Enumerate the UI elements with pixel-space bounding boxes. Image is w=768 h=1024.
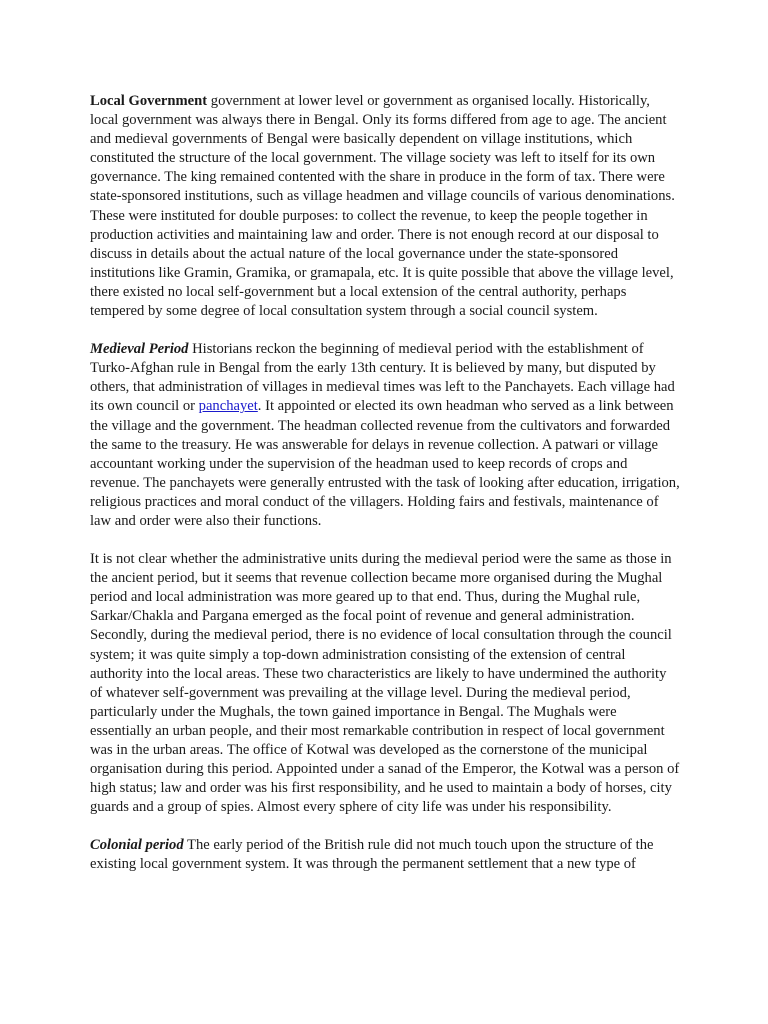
- paragraph-text: Historians reckon the beginning of medieval period with the establishment of Turko-Afghan rule in Bengal from the early 13th century. It is believed by many, but disputed by others, that administration of villages in medieval times was left to the Panchayets. Each village had its own council or: [90, 341, 675, 415]
- paragraph-medieval-administration: [90, 550, 680, 817]
- document-page: [90, 92, 680, 894]
- paragraph-text: . It appointed or elected its own headman who served as a link between the village and the government. The headman collected revenue from the cultivators and forwarded the same to the treasury. He was answerable for delays in revenue collection. A patwari or village accountant working under the supervision of the headman used to keep records of crops and revenue. The panchayets were generally entrusted with the task of looking after education, irrigation, religious practices and moral conduct of the villagers. Holding fairs and festivals, maintenance of law and order were also their functions.: [90, 398, 680, 529]
- heading-medieval-period: Medieval Period: [90, 341, 189, 358]
- paragraph-text: The early period of the British rule did not much touch upon the structure of the existing local government system. It was through the permanent settlement that a new type of: [90, 837, 654, 873]
- paragraph-medieval-period: [90, 340, 680, 531]
- paragraph-text: It is not clear whether the administrative units during the medieval period were the same as those in the ancient period, but it seems that revenue collection became more organised during the Mughal period and local administration was more geared up to that end. Thus, during the Mughal rule, Sarkar/Chakla and Pargana emerged as the focal point of revenue and general administration. Secondly, during the medieval period, there is no evidence of local consultation through the council system; it was quite simply a top-down administration consisting of the extension of central authority into the local areas. These two characteristics are likely to have undermined the authority of whatever self-government was prevailing at the village level. During the medieval period, particularly under the Mughals, the town gained importance in Bengal. The Mughals were essentially an urban people, and their most remarkable contribution in respect of local government was in the urban areas. The office of Kotwal was developed as the cornerstone of the municipal organisation during this period. Appointed under a sanad of the Emperor, the Kotwal was a person of high status; law and order was his first responsibility, and he used to maintain a body of horses, city guards and a group of spies. Almost every sphere of city life was under his responsibility.: [90, 551, 680, 816]
- heading-local-government: Local Government: [90, 93, 208, 109]
- heading-colonial-period: Colonial period: [90, 837, 184, 854]
- paragraph-local-government: [90, 92, 680, 321]
- panchayet-link[interactable]: panchayet: [198, 398, 258, 415]
- paragraph-colonial-period: [90, 836, 680, 874]
- paragraph-text: government at lower level or government as organised locally. Historically, local government was always there in Bengal. Only its forms differed from age to age. The ancient and medieval governments of Bengal were basically dependent on village institutions, which constituted the structure of the local government. The village society was left to itself for its own governance. The king remained contented with the share in produce in the form of tax. There were state-sponsored institutions, such as village headmen and village councils of various denominations. These were instituted for double purposes: to collect the revenue, to keep the people together in production activities and maintaining law and order. There is not enough record at our disposal to discuss in details about the actual nature of the local governance under the state-sponsored institutions like Gramin, Gramika, or gramapala, etc. It is quite possible that above the village level, there existed no local self-government but a local extension of the central authority, perhaps tempered by some degree of local consultation system through a social council system.: [90, 93, 675, 320]
